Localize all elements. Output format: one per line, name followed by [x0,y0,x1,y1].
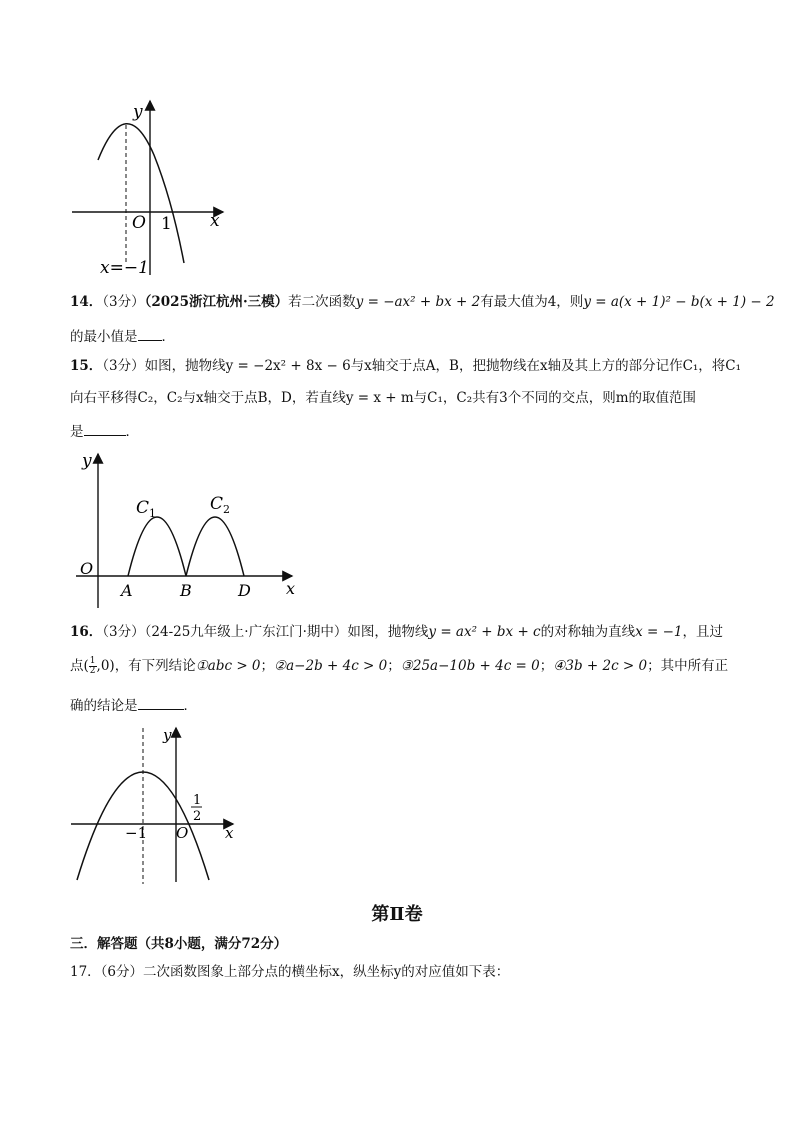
question-score: （3分） [102,624,145,640]
origin-label: O [176,824,189,842]
answer-blank[interactable] [138,695,184,710]
x-label: x [286,579,296,598]
question-text: ，且过 [682,624,724,640]
question-16-line-2: 点( $\frac{1}{2}$ ,0)，有下列结论①abc > 0；②a−2b + 4c > 0；③25a−10b + 4c = 0；④3b + 2c > 0；其中所有正 [70,656,729,676]
conclusion-4: ④3b + 2c > 0 [553,658,648,674]
question-source: （2025浙江杭州·三模） [144,294,289,310]
c2-label: $C_2$ [210,494,231,516]
answer-blank[interactable] [138,326,162,341]
question-text: 若二次函数 [288,294,356,310]
neg-one-label: −1 [125,824,148,842]
question-text: ；其中所有正 [647,658,729,674]
parabola-c1 [128,517,186,576]
x-label: x [210,211,220,231]
question-text: 向右平移得C₂，C₂与x轴交于点B，D，若直线y = x + m与C₁，C₂共有3个不同的交点，则m的取值范围 [70,390,697,406]
question-14-line-2 [70,326,175,347]
conclusion-1: ①abc > 0 [195,658,261,674]
x-label: x [225,824,234,842]
question-text: ，有下列结论 [114,658,196,674]
section-3-title: 三．解答题（共8小题，满分72分） [70,936,288,952]
c1-label: $C_1$ [136,498,157,520]
half-denominator: 2 [193,809,202,824]
question-text: 如图，抛物线 [347,624,429,640]
y-label: y [133,102,143,122]
question-text: ． [161,329,175,345]
question-text: 点 [70,658,84,674]
one-label: 1 [161,214,172,234]
question-text: ． [183,698,197,714]
point-a-label: A [121,581,133,600]
axis-equation-label: x=−1 [100,258,149,278]
question-text: ． [125,424,139,440]
question-source: （24-25九年级上·广东江门·期中） [144,624,348,640]
point-d-label: D [238,581,251,600]
question-14-line-1 [70,292,775,312]
question-text: 的最小值是 [70,329,138,345]
y-label: y [163,726,172,744]
question-number: 16． [70,624,103,640]
question-score: （3分） [102,358,145,374]
question-text: 确的结论是 [70,698,138,714]
question-15-line-2 [70,388,696,408]
origin-label: O [132,213,146,233]
part-2-title: 第Ⅱ卷 [371,904,423,925]
question-16-line-1 [70,622,723,642]
point-b-label: B [180,581,192,600]
parabola-c2 [186,517,244,576]
figure-two-parabolas [70,448,310,613]
fraction-one-half: $\frac{1}{2}$ [89,656,96,676]
y-label: y [82,451,92,471]
question-15-line-1 [70,356,741,376]
question-text: 如图，抛物线y = −2x² + 8x − 6与x轴交于点A，B，把抛物线在x轴及其上方的部分记作C₁，将C₁ [144,358,742,374]
equation: y = a(x + 1)² − b(x + 1) − 2 [583,294,775,310]
answer-blank[interactable] [84,421,126,436]
figure-parabola-axis-neg1 [60,95,240,280]
equation: y = ax² + bx + c [428,624,541,640]
question-text: 的对称轴为直线 [540,624,636,640]
question-17-line-1: 17．（6分）二次函数图象上部分点的横坐标x，纵坐标y的对应值如下表： [70,964,510,980]
conclusion-2: ②a−2b + 4c > 0 [274,658,388,674]
half-numerator: 1 [193,793,202,808]
question-number: 15． [70,358,103,374]
equation: x = −1 [635,624,683,640]
figure-parabola-symmetry-neg1 [65,722,245,887]
question-text: 是 [70,424,84,440]
question-text: 有最大值为4，则 [480,294,584,310]
question-score: （3分） [102,294,145,310]
origin-label: O [80,559,94,578]
question-number: 14． [70,294,103,310]
point-y-value: 0 [100,658,110,674]
conclusion-3: ③25a−10b + 4c = 0 [400,658,540,674]
question-15-line-3 [70,421,139,442]
equation: y = −ax² + bx + 2 [355,294,481,310]
question-16-line-3 [70,695,197,716]
parabola [98,124,184,263]
